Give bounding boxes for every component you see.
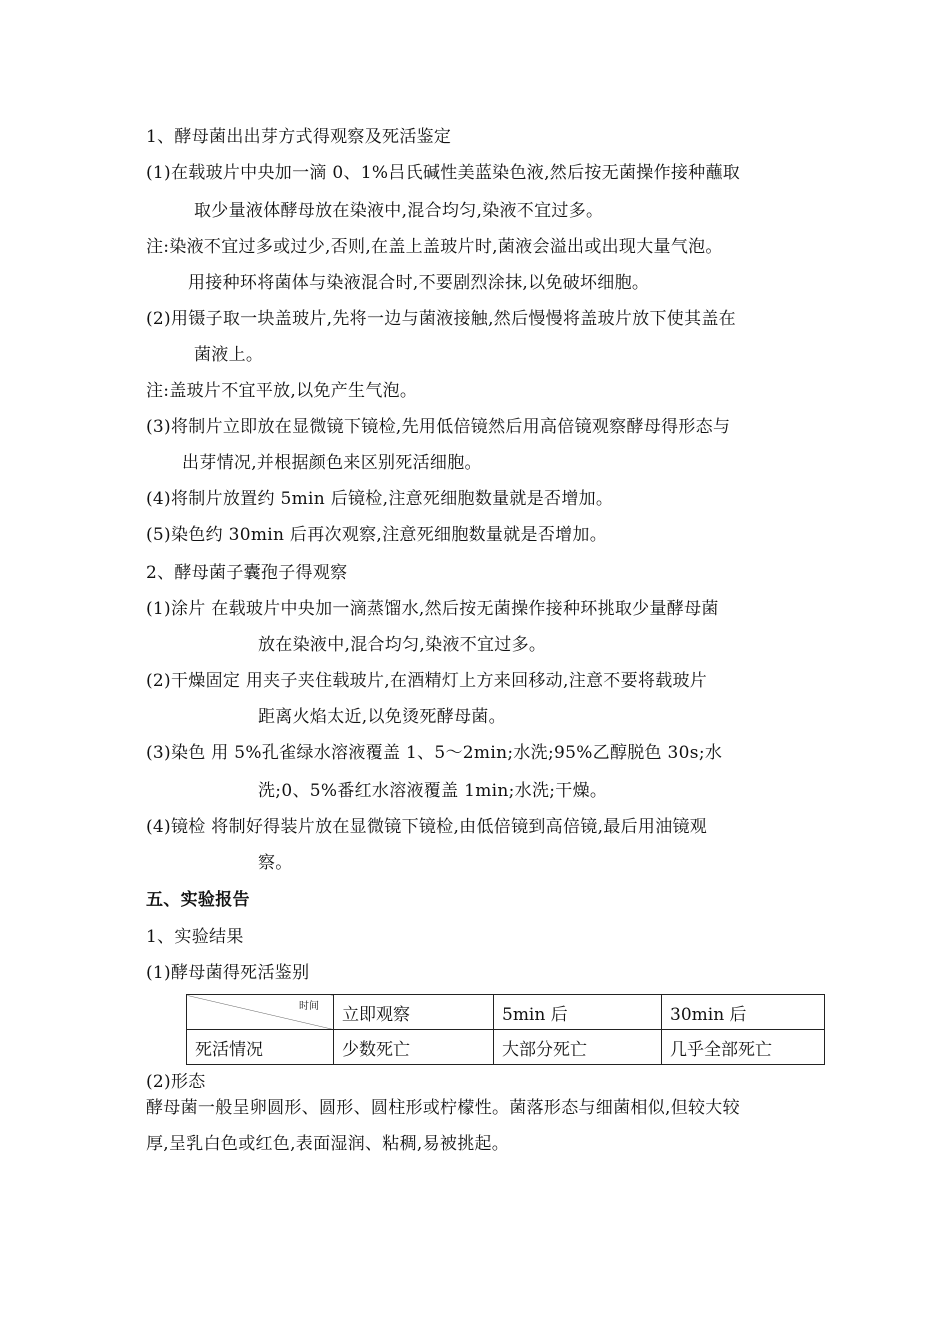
note-2: 注:盖玻片不宜平放,以免产生气泡。	[146, 381, 418, 401]
step-1-line-2: 取少量液体酵母放在染液中,混合均匀,染液不宜过多。	[194, 201, 604, 221]
morphology-heading: (2)形态	[146, 1072, 206, 1092]
microscopy-line-1: (4)镜检 将制好得装片放在显微镜下镜检,由低倍镜到高倍镜,最后用油镜观	[146, 817, 708, 837]
results-heading: 1、实验结果	[146, 927, 244, 947]
section-heading-ascospore: 2、酵母菌子囊孢子得观察	[146, 563, 348, 583]
corner-label: 时间	[299, 1001, 319, 1012]
step-2-line-1: (2)用镊子取一块盖玻片,先将一边与菌液接触,然后慢慢将盖玻片放下使其盖在	[146, 309, 736, 329]
stain-line-2: 洗;0、5%番红水溶液覆盖 1min;水洗;干燥。	[258, 781, 608, 801]
table-cell: 少数死亡	[334, 1030, 494, 1065]
step-4: (4)将制片放置约 5min 后镜检,注意死细胞数量就是否增加。	[146, 489, 614, 509]
header-cell: 5min 后	[494, 995, 662, 1030]
table-corner-cell	[187, 995, 334, 1030]
table-cell: 几乎全部死亡	[662, 1030, 825, 1065]
microscopy-line-2: 察。	[258, 853, 293, 873]
step-5: (5)染色约 30min 后再次观察,注意死细胞数量就是否增加。	[146, 525, 608, 545]
dry-fix-line-1: (2)干燥固定 用夹子夹住载玻片,在酒精灯上方来回移动,注意不要将载玻片	[146, 671, 708, 691]
viability-table	[186, 994, 825, 1065]
dry-fix-line-2: 距离火焰太近,以免烫死酵母菌。	[258, 707, 506, 727]
step-1-line-1: (1)在载玻片中央加一滴 0、1%吕氏碱性美蓝染色液,然后按无菌操作接种蘸取	[146, 163, 741, 183]
report-heading: 五、实验报告	[146, 890, 250, 910]
header-cell: 30min 后	[662, 995, 825, 1030]
step-2-line-2: 菌液上。	[194, 345, 264, 365]
section-heading-budding: 1、酵母菌出出芽方式得观察及死活鉴定	[146, 127, 452, 147]
smear-line-2: 放在染液中,混合均匀,染液不宜过多。	[258, 635, 547, 655]
note-1-line-1: 注:染液不宜过多或过少,否则,在盖上盖玻片时,菌液会溢出或出现大量气泡。	[146, 237, 723, 257]
table-row	[187, 1030, 825, 1065]
table-cell: 大部分死亡	[494, 1030, 662, 1065]
stain-line-1: (3)染色 用 5%孔雀绿水溶液覆盖 1、5～2min;水洗;95%乙醇脱色 30s;水	[146, 743, 723, 763]
note-1-line-2: 用接种环将菌体与染液混合时,不要剧烈涂抹,以免破坏细胞。	[188, 273, 650, 293]
smear-line-1: (1)涂片 在载玻片中央加一滴蒸馏水,然后按无菌操作接种环挑取少量酵母菌	[146, 599, 719, 619]
header-cell: 立即观察	[334, 995, 494, 1030]
morphology-line-2: 厚,呈乳白色或红色,表面湿润、粘稠,易被挑起。	[146, 1134, 510, 1154]
row-label-cell: 死活情况	[187, 1030, 334, 1065]
step-3-line-1: (3)将制片立即放在显微镜下镜检,先用低倍镜然后用高倍镜观察酵母得形态与	[146, 417, 731, 437]
step-3-line-2: 出芽情况,并根据颜色来区别死活细胞。	[182, 453, 482, 473]
viability-heading: (1)酵母菌得死活鉴别	[146, 963, 310, 983]
morphology-line-1: 酵母菌一般呈卵圆形、圆形、圆柱形或柠檬性。菌落形态与细菌相似,但较大较	[146, 1098, 740, 1118]
table-header-row	[187, 995, 825, 1030]
